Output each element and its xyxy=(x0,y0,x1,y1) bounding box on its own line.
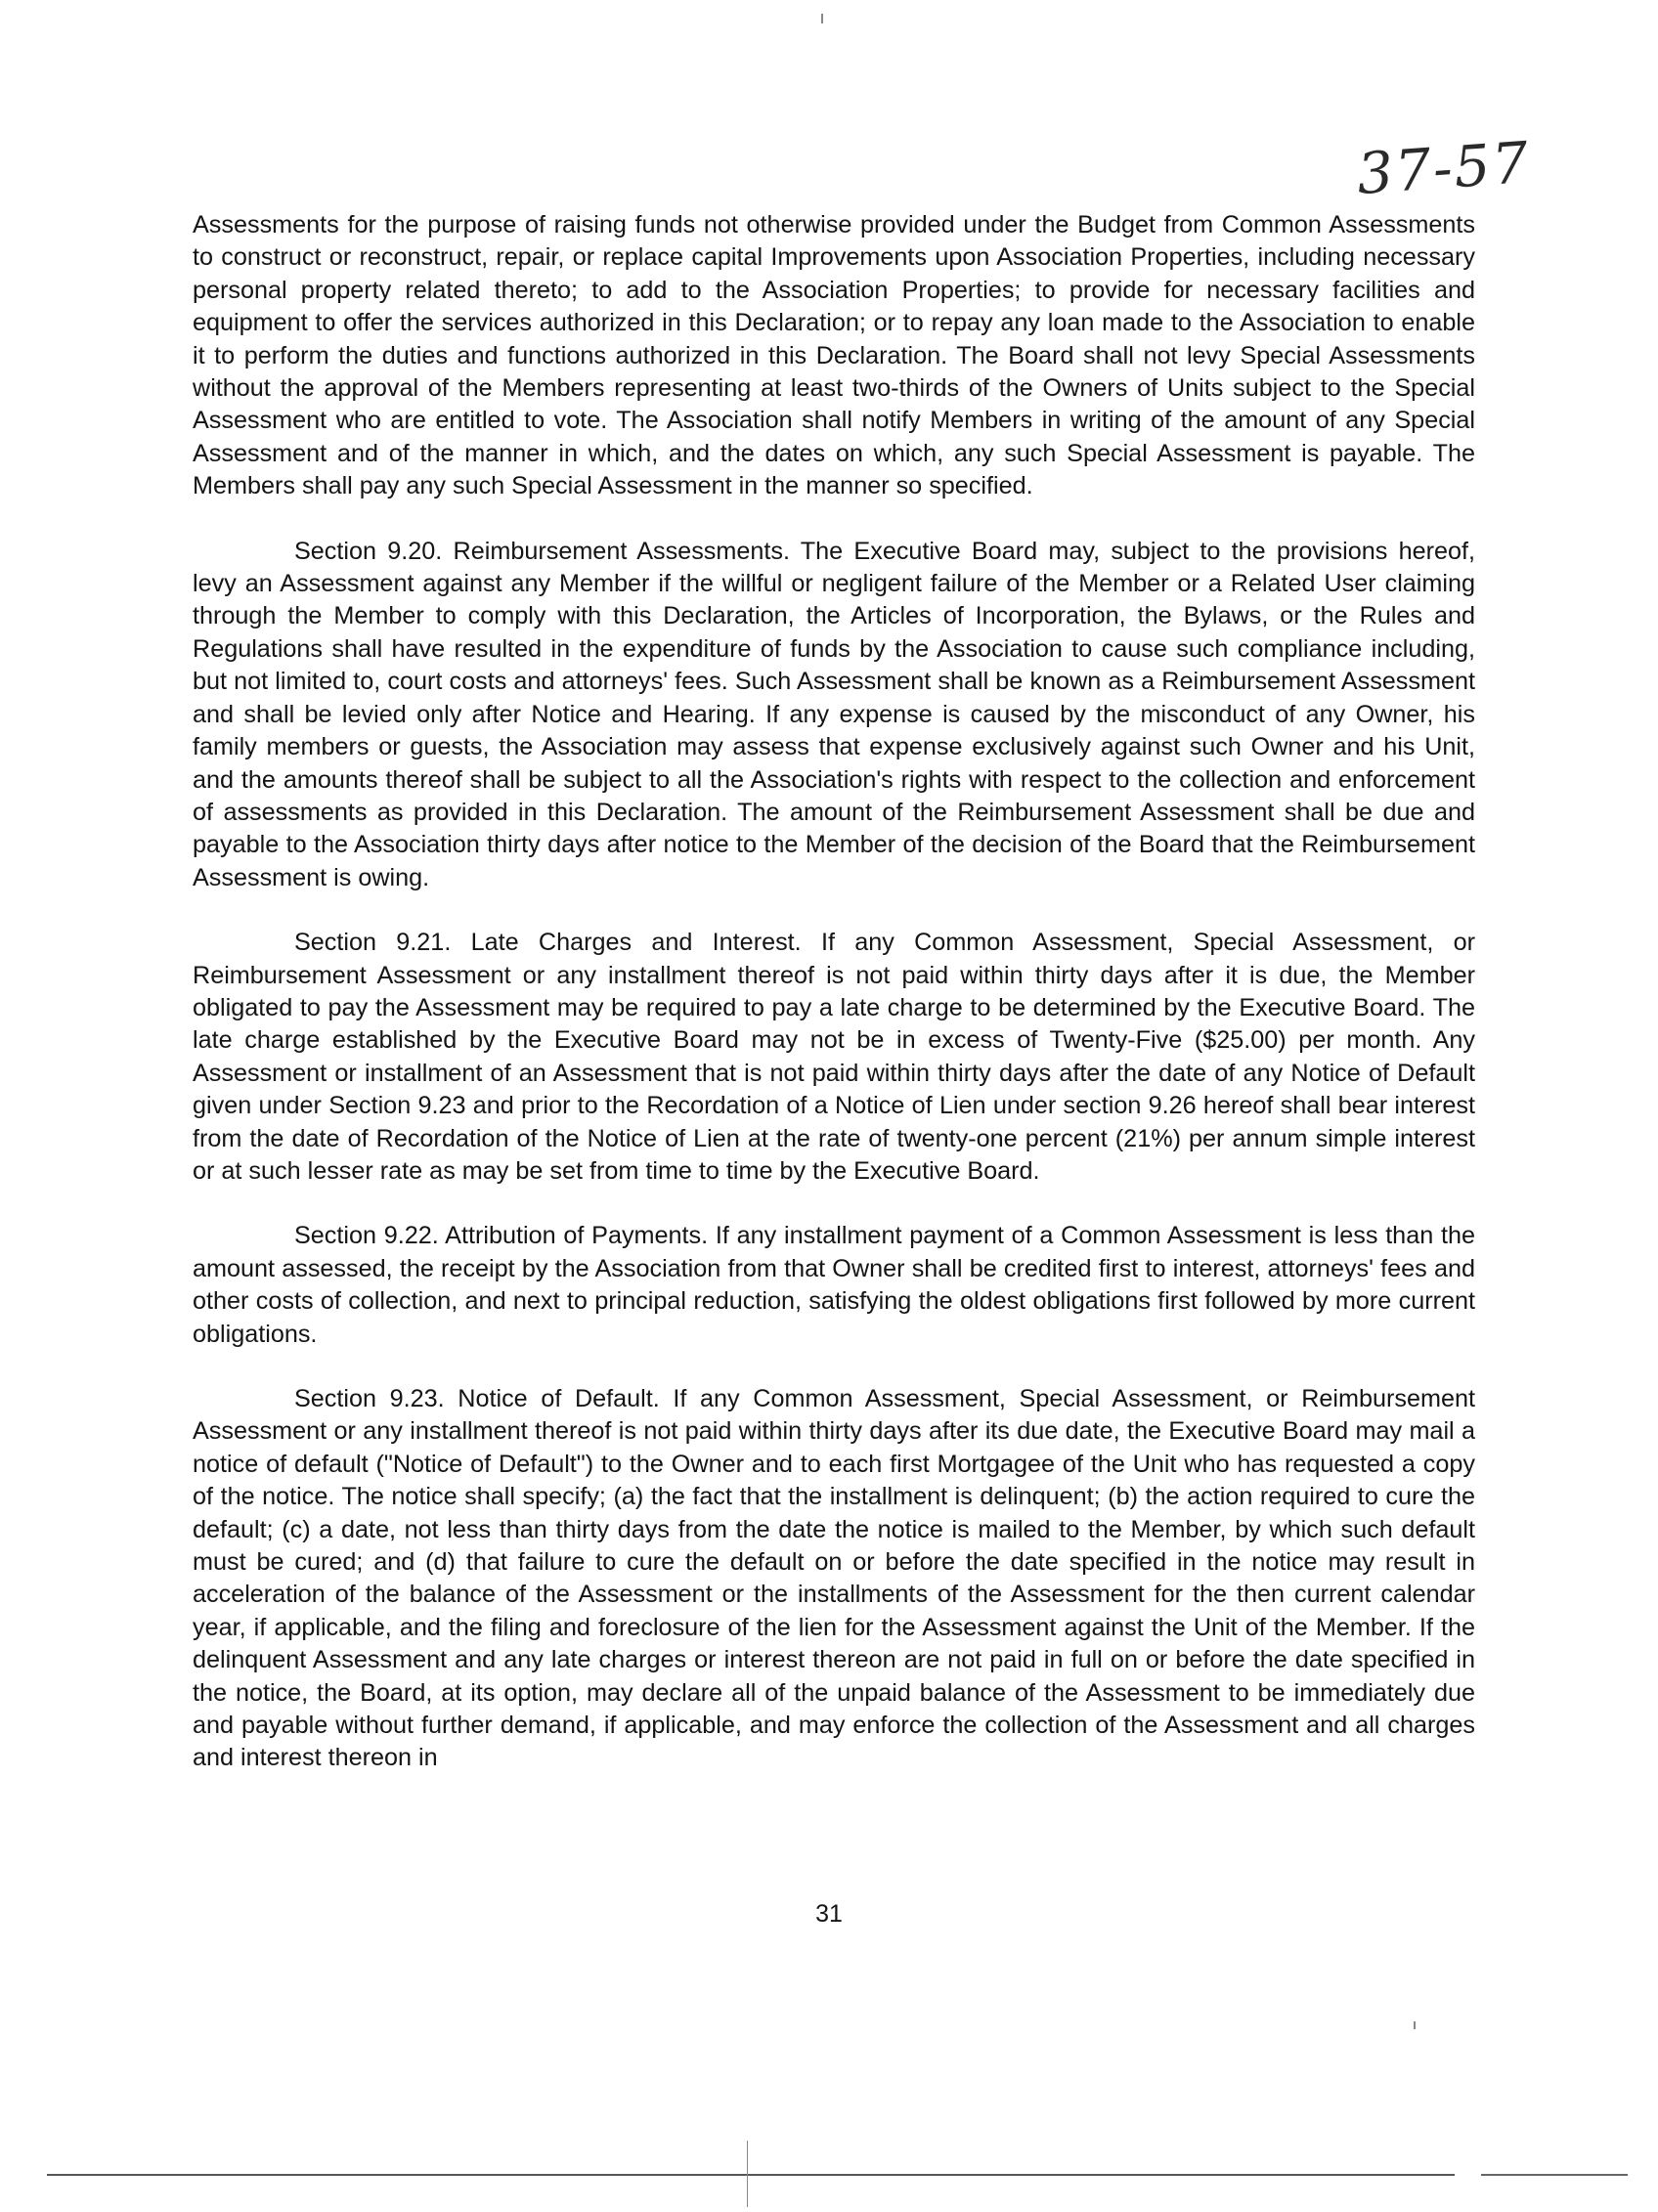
paragraph-section-9-23: Section 9.23. Notice of Default. If any Common Assessment, Special Assessment, or Reimbursement Assessment or any installment thereof is not paid within thirty days after its due date, the Executive Board may mail a notice of default ("Notice of Default") to the Owner and to each first Mortgagee of the Unit who has requested a copy of the notice. The notice shall specify; (a) the fact that the installment is delinquent; (b) the action required to cure the default; (c) a date, not less than thirty days from the date the notice is mailed to the Member, by which such default must be cured; and (d) that failure to cure the default on or before the date specified in the notice may result in acceleration of the balance of the Assessment or the installments of the Assessment for the then current calendar year, if applicable, and the filing and foreclosure of the lien for the Assessment against the Unit of the Member. If the delinquent Assessment and any late charges or interest thereon are not paid in full on or before the date specified in the notice, the Board, at its option, may declare all of the unpaid balance of the Assessment to be immediately due and payable without further demand, if applicable, and may enforce the collection of the Assessment and all charges and interest thereon in xyxy=(193,1385,1475,1772)
paragraph-special-assessments: Assessments for the purpose of raising funds not otherwise provided under the Budget from Common Assessments to construct or reconstruct, repair, or replace capital Improvements upon Association Properties, including necessary personal property related thereto; to add to the Association Properties; to provide for necessary facilities and equipment to offer the services authorized in this Declaration; or to repay any loan made to the Association to enable it to perform the duties and functions authorized in this Declaration. The Board shall not levy Special Assessments without the approval of the Members representing at least two-thirds of the Owners of Units subject to the Special Assessment who are entitled to vote. The Association shall notify Members in writing of the amount of any Special Assessment and of the manner in which, and the dates on which, any such Special Assessment is payable. The Members shall pay any such Special Assessment in the manner so specified. xyxy=(193,211,1475,500)
scan-edge-rule-right xyxy=(1481,2174,1628,2176)
document-body xyxy=(193,209,1475,1807)
paragraph-section-9-22: Section 9.22. Attribution of Payments. If any installment payment of a Common Assessment is less than the amount assessed, the receipt by the Association from that Owner shall be credited first to interest, attorneys' fees and other costs of collection, and next to principal reduction, satisfying the oldest obligations first followed by more current obligations. xyxy=(193,1222,1475,1348)
paragraph-section-9-21: Section 9.21. Late Charges and Interest. If any Common Assessment, Special Assessment, or Reimbursement Assessment or any installment thereof is not paid within thirty days after it is due, the Member obligated to pay the Assessment may be required to pay a late charge to be determined by the Executive Board. The late charge established by the Executive Board may not be in excess of Twenty-Five ($25.00) per month. Any Assessment or installment of an Assessment that is not paid within thirty days after the date of any Notice of Default given under Section 9.23 and prior to the Recordation of a Notice of Lien under section 9.26 hereof shall bear interest from the date of Recordation of the Notice of Lien at the rate of twenty-one percent (21%) per annum simple interest or at such lesser rate as may be set from time to time by the Executive Board. xyxy=(193,929,1475,1185)
scan-speck xyxy=(821,14,823,23)
scan-edge-rule xyxy=(47,2174,1455,2176)
page-number: 31 xyxy=(815,1900,843,1928)
scan-speck xyxy=(1414,2021,1416,2029)
scan-edge-tick xyxy=(747,2141,748,2207)
paragraph-section-9-20: Section 9.20. Reimbursement Assessments. The Executive Board may, subject to the provisions hereof, levy an Assessment against any Member if the willful or negligent failure of the Member or a Related User claiming through the Member to comply with this Declaration, the Articles of Incorporation, the Bylaws, or the Rules and Regulations shall have resulted in the expenditure of funds by the Association to cause such compliance including, but not limited to, court costs and attorneys' fees. Such Assessment shall be known as a Reimbursement Assessment and shall be levied only after Notice and Hearing. If any expense is caused by the misconduct of any Owner, his family members or guests, the Association may assess that expense exclusively against such Owner and his Unit, and the amounts thereof shall be subject to all the Association's rights with respect to the collection and enforcement of assessments as provided in this Declaration. The amount of the Reimbursement Assessment shall be due and payable to the Association thirty days after notice to the Member of the decision of the Board that the Reimbursement Assessment is owing. xyxy=(193,537,1475,891)
handwritten-page-note: 37-57 xyxy=(1354,128,1533,208)
